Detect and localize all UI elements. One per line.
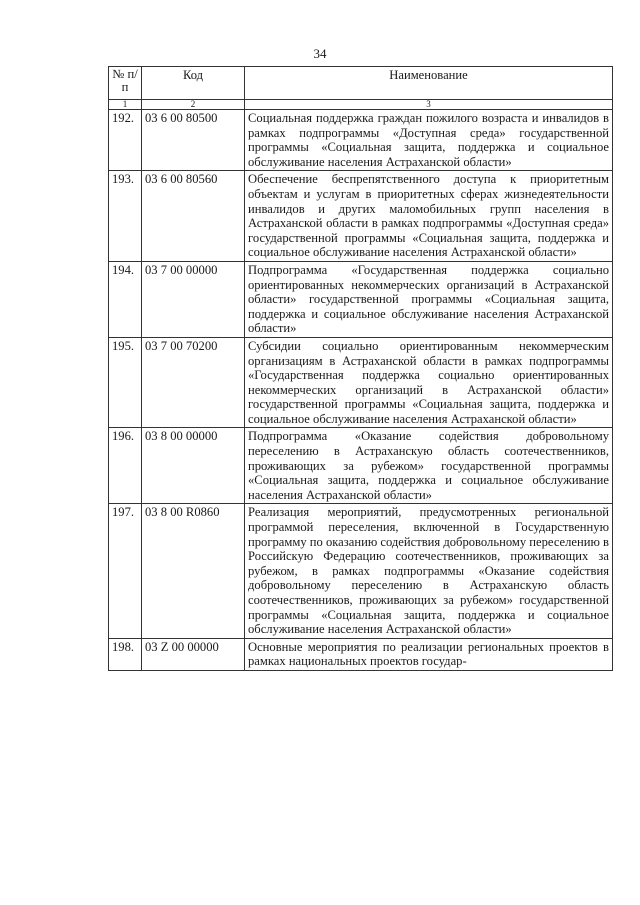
row-code: 03 6 00 80500 — [142, 110, 245, 171]
row-code: 03 8 00 00000 — [142, 428, 245, 504]
row-number: 196. — [109, 428, 142, 504]
row-name: Подпрограмма «Оказание содействия добровольному переселению в Астраханскую область соотечественников, проживающих за рубежом» государственной программы «Социальная защита, поддержка и социальное обслуживание населения Астраханской области» — [245, 428, 613, 504]
row-number: 194. — [109, 261, 142, 337]
table-row — [109, 261, 613, 337]
row-number: 197. — [109, 504, 142, 638]
row-name: Субсидии социально ориентированным некоммерческим организациям в Астраханской области в рамках подпрограммы «Государственная поддержка социально ориентированных некоммерческих организаций в Астраханской области» государственной программы «Социальная защита, поддержка и социальное обслуживание населения Астраханской области» — [245, 337, 613, 428]
row-number: 198. — [109, 638, 142, 670]
row-name: Подпрограмма «Государственная поддержка социально ориентированных некоммерческих организаций в Астраханской области» государственной программы «Социальная защита, поддержка и социальное обслуживание населения Астраханской области» — [245, 261, 613, 337]
row-name: Социальная поддержка граждан пожилого возраста и инвалидов в рамках подпрограммы «Доступная среда» государственной программы «Социальная защита, поддержка и социальное обслуживание населения Астраханской области» — [245, 110, 613, 171]
row-code: 03 7 00 70200 — [142, 337, 245, 428]
row-name: Основные мероприятия по реализации региональных проектов в рамках национальных проектов государ- — [245, 638, 613, 670]
column-index: 1 — [109, 100, 142, 110]
row-code: 03 7 00 00000 — [142, 261, 245, 337]
budget-classification-table — [108, 66, 613, 671]
row-code: 03 Z 00 00000 — [142, 638, 245, 670]
row-number: 193. — [109, 171, 142, 262]
row-name: Обеспечение беспрепятственного доступа к приоритетным объектам и услугам в приоритетных сферах жизнедеятельности инвалидов и других маломобильных групп населения в Астраханской области в рамках подпрограммы «Доступная среда» государственной программы «Социальная защита, поддержка и социальное обслуживание населения Астраханской области» — [245, 171, 613, 262]
column-index: 2 — [142, 100, 245, 110]
column-index: 3 — [245, 100, 613, 110]
header-name: Наименование — [245, 67, 613, 100]
page-number: 34 — [313, 46, 327, 61]
row-number: 195. — [109, 337, 142, 428]
header-code: Код — [142, 67, 245, 100]
table-row — [109, 171, 613, 262]
table-row — [109, 337, 613, 428]
header-num: № п/п — [109, 67, 142, 100]
row-code: 03 8 00 R0860 — [142, 504, 245, 638]
row-code: 03 6 00 80560 — [142, 171, 245, 262]
column-index-row — [109, 100, 613, 110]
row-name: Реализация мероприятий, предусмотренных региональной программой переселения, включенной в Государственную программу по оказанию содействия добровольному переселению в Российскую Федерацию соотечественников, проживающих за рубежом, в рамках подпрограммы «Оказание содействия добровольному переселению в Астраханскую область соотечественников, проживающих за рубежом» государственной программы «Социальная защита, поддержка и социальное обслуживание населения Астраханской области» — [245, 504, 613, 638]
table-header-row — [109, 67, 613, 100]
table-row — [109, 110, 613, 171]
row-number: 192. — [109, 110, 142, 171]
table-row — [109, 428, 613, 504]
table-row — [109, 504, 613, 638]
table-row — [109, 638, 613, 670]
